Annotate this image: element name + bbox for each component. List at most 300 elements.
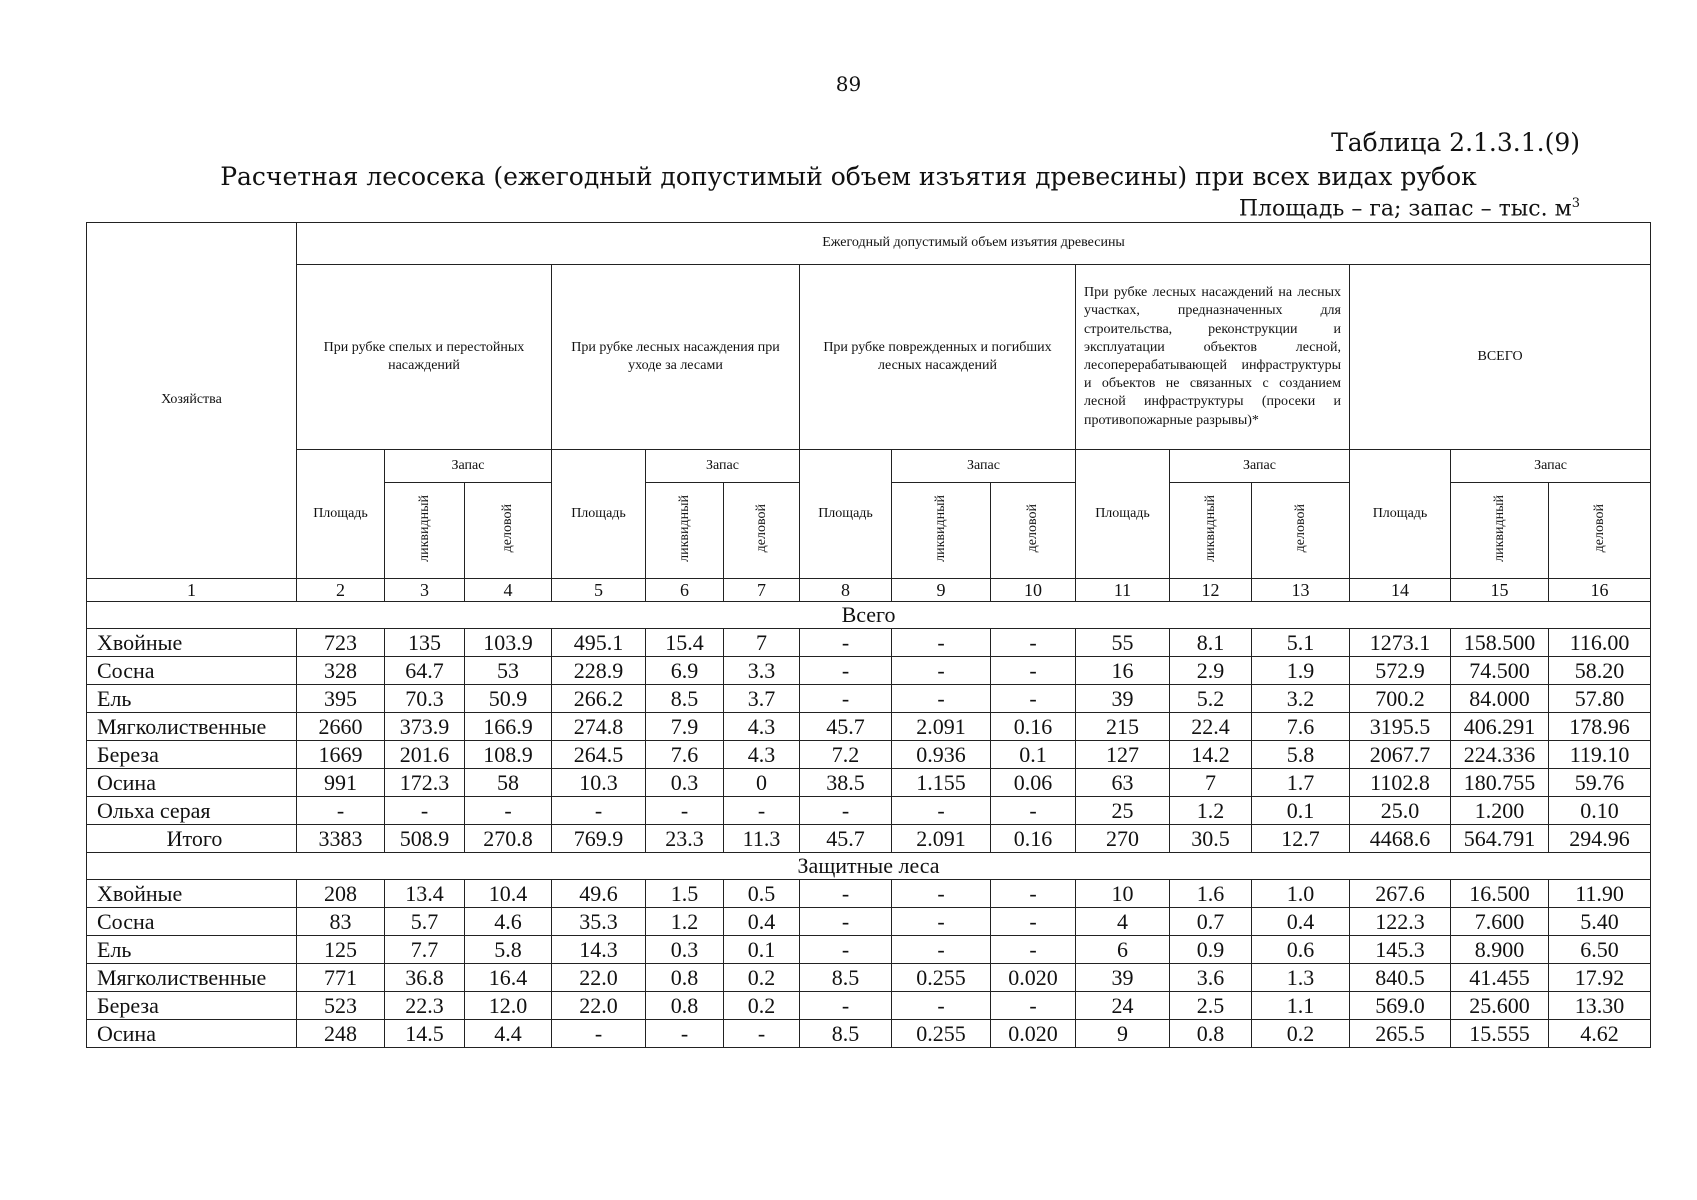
- table-cell: -: [800, 629, 892, 657]
- table-cell: 2.9: [1170, 657, 1252, 685]
- table-cell: 1.0: [1252, 880, 1350, 908]
- table-cell: 6.9: [646, 657, 724, 685]
- table-cell: 0.1: [724, 936, 800, 964]
- column-number: 13: [1252, 579, 1350, 602]
- table-cell: 0.06: [991, 769, 1076, 797]
- table-cell: 1.9: [1252, 657, 1350, 685]
- table-cell: 12.0: [465, 992, 552, 1020]
- table-cell: 39: [1076, 964, 1170, 992]
- table-cell: -: [297, 797, 385, 825]
- table-cell: 59.76: [1549, 769, 1651, 797]
- table-cell: 228.9: [552, 657, 646, 685]
- table-cell: -: [892, 657, 991, 685]
- table-cell: 564.791: [1451, 825, 1549, 853]
- table-cell: -: [892, 685, 991, 713]
- header-area: Площадь: [297, 450, 385, 579]
- table-cell: 0.2: [1252, 1020, 1350, 1048]
- table-cell: 3.6: [1170, 964, 1252, 992]
- species-name: Ель: [87, 685, 297, 713]
- table-cell: 35.3: [552, 908, 646, 936]
- header-area: Площадь: [1076, 450, 1170, 579]
- table-cell: 63: [1076, 769, 1170, 797]
- table-cell: 5.1: [1252, 629, 1350, 657]
- table-cell: -: [892, 908, 991, 936]
- header-business-cell: [1252, 483, 1350, 579]
- table-cell: -: [465, 797, 552, 825]
- header-business-cell: [1549, 483, 1651, 579]
- table-cell: 0.020: [991, 1020, 1076, 1048]
- table-cell: 3.2: [1252, 685, 1350, 713]
- table-cell: 0.9: [1170, 936, 1252, 964]
- table-cell: 215: [1076, 713, 1170, 741]
- column-number: 12: [1170, 579, 1252, 602]
- table-cell: 0.16: [991, 825, 1076, 853]
- table-cell: 22.0: [552, 964, 646, 992]
- header-liquid-cell: [385, 483, 465, 579]
- table-cell: 4.3: [724, 713, 800, 741]
- header-group-total: ВСЕГО: [1350, 265, 1651, 450]
- table-cell: 22.3: [385, 992, 465, 1020]
- table-cell: 22.0: [552, 992, 646, 1020]
- table-cell: 25.600: [1451, 992, 1549, 1020]
- section-title: Защитные леса: [87, 853, 1651, 880]
- table-cell: 7.600: [1451, 908, 1549, 936]
- table-cell: 201.6: [385, 741, 465, 769]
- column-number: 16: [1549, 579, 1651, 602]
- table-cell: 0.5: [724, 880, 800, 908]
- page-number: 89: [835, 72, 862, 96]
- table-cell: 0.255: [892, 964, 991, 992]
- table-cell: 1.5: [646, 880, 724, 908]
- table-cell: 248: [297, 1020, 385, 1048]
- header-liquid: ликвидный: [676, 494, 692, 562]
- species-name: Береза: [87, 992, 297, 1020]
- table-row: [87, 880, 1651, 908]
- table-cell: 0.1: [1252, 797, 1350, 825]
- table-cell: 127: [1076, 741, 1170, 769]
- species-name: Мягколиственные: [87, 713, 297, 741]
- table-cell: 0.2: [724, 964, 800, 992]
- table-cell: 8.5: [800, 1020, 892, 1048]
- table-cell: 6.50: [1549, 936, 1651, 964]
- header-business: деловой: [1292, 503, 1308, 553]
- table-cell: 395: [297, 685, 385, 713]
- table-cell: 572.9: [1350, 657, 1451, 685]
- table-cell: 14.3: [552, 936, 646, 964]
- table-cell: 30.5: [1170, 825, 1252, 853]
- header-group-thinning: При рубке лесных насаждения при уходе за лесами: [552, 265, 800, 450]
- table-cell: 135: [385, 629, 465, 657]
- table-row: [87, 685, 1651, 713]
- table-cell: 38.5: [800, 769, 892, 797]
- table-cell: 0.2: [724, 992, 800, 1020]
- table-cell: -: [552, 797, 646, 825]
- table-cell: 373.9: [385, 713, 465, 741]
- species-name: Осина: [87, 769, 297, 797]
- table-row: [87, 1020, 1651, 1048]
- table-cell: 145.3: [1350, 936, 1451, 964]
- species-name: Мягколиственные: [87, 964, 297, 992]
- table-cell: 50.9: [465, 685, 552, 713]
- table-row: [87, 741, 1651, 769]
- table-cell: 1.2: [1170, 797, 1252, 825]
- table-row: [87, 657, 1651, 685]
- table-cell: 12.7: [1252, 825, 1350, 853]
- species-name: Ель: [87, 936, 297, 964]
- header-stock: Запас: [892, 450, 1076, 483]
- total-row: [87, 825, 1651, 853]
- table-cell: 0.255: [892, 1020, 991, 1048]
- header-stock: Запас: [385, 450, 552, 483]
- table-row: [87, 629, 1651, 657]
- table-cell: 267.6: [1350, 880, 1451, 908]
- table-cell: 2660: [297, 713, 385, 741]
- table-cell: 25: [1076, 797, 1170, 825]
- species-name: Ольха серая: [87, 797, 297, 825]
- table-cell: 0.6: [1252, 936, 1350, 964]
- table-row: [87, 769, 1651, 797]
- table-cell: -: [646, 1020, 724, 1048]
- table-cell: 8.900: [1451, 936, 1549, 964]
- table-cell: 569.0: [1350, 992, 1451, 1020]
- table-cell: 270: [1076, 825, 1170, 853]
- table-cell: 17.92: [1549, 964, 1651, 992]
- column-number: 15: [1451, 579, 1549, 602]
- table-cell: 0.4: [1252, 908, 1350, 936]
- table-cell: 265.5: [1350, 1020, 1451, 1048]
- column-number: 1: [87, 579, 297, 602]
- table-cell: 10: [1076, 880, 1170, 908]
- table-cell: 74.500: [1451, 657, 1549, 685]
- table-cell: 328: [297, 657, 385, 685]
- table-cell: 16.500: [1451, 880, 1549, 908]
- table-cell: 16.4: [465, 964, 552, 992]
- table-cell: 508.9: [385, 825, 465, 853]
- header-group-infrastructure: При рубке лесных насаждений на лесных участках, предназначенных для строительства, реконструкции и эксплуатации объектов лесной, лесоперерабатывающей инфраструктуры и объектов не связанных с созданием лесной инфраструктуры (просеки и противопожарные разрывы)*: [1076, 265, 1350, 450]
- table-cell: 1.7: [1252, 769, 1350, 797]
- table-cell: 1.155: [892, 769, 991, 797]
- column-number: 9: [892, 579, 991, 602]
- table-cell: 0.3: [646, 769, 724, 797]
- table-cell: 771: [297, 964, 385, 992]
- table-cell: 15.555: [1451, 1020, 1549, 1048]
- species-name: Хвойные: [87, 629, 297, 657]
- table-cell: 769.9: [552, 825, 646, 853]
- table-cell: 83: [297, 908, 385, 936]
- table-row: [87, 713, 1651, 741]
- table-cell: 0.8: [646, 992, 724, 1020]
- table-cell: 5.7: [385, 908, 465, 936]
- table-cell: 41.455: [1451, 964, 1549, 992]
- table-cell: 2.5: [1170, 992, 1252, 1020]
- header-liquid: ликвидный: [416, 494, 432, 562]
- header-business: деловой: [500, 503, 515, 553]
- table-cell: 125: [297, 936, 385, 964]
- table-cell: -: [991, 908, 1076, 936]
- column-number: 7: [724, 579, 800, 602]
- species-name: Итого: [87, 825, 297, 853]
- column-number: 10: [991, 579, 1076, 602]
- table-cell: 4468.6: [1350, 825, 1451, 853]
- table-cell: 22.4: [1170, 713, 1252, 741]
- header-stock: Запас: [1451, 450, 1651, 483]
- table-cell: 39: [1076, 685, 1170, 713]
- header-business-cell: [724, 483, 800, 579]
- column-number: 4: [465, 579, 552, 602]
- table-cell: 495.1: [552, 629, 646, 657]
- table-cell: -: [991, 992, 1076, 1020]
- table-cell: 700.2: [1350, 685, 1451, 713]
- table-cell: -: [892, 936, 991, 964]
- header-area: Площадь: [1350, 450, 1451, 579]
- table-cell: 208: [297, 880, 385, 908]
- table-cell: 3383: [297, 825, 385, 853]
- table-cell: 1.6: [1170, 880, 1252, 908]
- table-cell: 178.96: [1549, 713, 1651, 741]
- table-cell: 264.5: [552, 741, 646, 769]
- table-cell: 8.1: [1170, 629, 1252, 657]
- table-cell: 7: [1170, 769, 1252, 797]
- units-superscript: 3: [1571, 196, 1580, 211]
- header-business-cell: [991, 483, 1076, 579]
- table-cell: -: [646, 797, 724, 825]
- table-cell: -: [991, 936, 1076, 964]
- table-cell: 294.96: [1549, 825, 1651, 853]
- table-cell: 0.10: [1549, 797, 1651, 825]
- table-cell: 84.000: [1451, 685, 1549, 713]
- table-cell: 0.8: [1170, 1020, 1252, 1048]
- table-cell: 57.80: [1549, 685, 1651, 713]
- table-cell: -: [800, 936, 892, 964]
- header-area: Площадь: [552, 450, 646, 579]
- table-row: [87, 964, 1651, 992]
- table-cell: 25.0: [1350, 797, 1451, 825]
- table-cell: 7.6: [646, 741, 724, 769]
- header-liquid-cell: [1451, 483, 1549, 579]
- table-cell: 23.3: [646, 825, 724, 853]
- table-cell: -: [800, 880, 892, 908]
- table-row: [87, 936, 1651, 964]
- table-cell: 5.40: [1549, 908, 1651, 936]
- table-cell: 55: [1076, 629, 1170, 657]
- table-cell: 11.90: [1549, 880, 1651, 908]
- table-cell: 24: [1076, 992, 1170, 1020]
- table-cell: 8.5: [800, 964, 892, 992]
- table-cell: 0.8: [646, 964, 724, 992]
- species-name: Сосна: [87, 657, 297, 685]
- table-cell: 7.2: [800, 741, 892, 769]
- table-cell: -: [800, 797, 892, 825]
- table-cell: 4: [1076, 908, 1170, 936]
- table-cell: 64.7: [385, 657, 465, 685]
- cutting-table: [86, 222, 1651, 1048]
- table-cell: 103.9: [465, 629, 552, 657]
- table-cell: 991: [297, 769, 385, 797]
- table-cell: 4.4: [465, 1020, 552, 1048]
- table-cell: -: [991, 797, 1076, 825]
- table-cell: 7: [724, 629, 800, 657]
- section-row: [87, 853, 1651, 880]
- column-number: 14: [1350, 579, 1451, 602]
- table-cell: -: [724, 1020, 800, 1048]
- column-number: 8: [800, 579, 892, 602]
- column-number: 2: [297, 579, 385, 602]
- table-cell: 270.8: [465, 825, 552, 853]
- table-cell: 7.6: [1252, 713, 1350, 741]
- table-cell: 36.8: [385, 964, 465, 992]
- table-cell: 2.091: [892, 713, 991, 741]
- header-business: деловой: [1591, 503, 1607, 553]
- table-cell: 14.2: [1170, 741, 1252, 769]
- header-stock: Запас: [1170, 450, 1350, 483]
- table-cell: -: [552, 1020, 646, 1048]
- table-cell: -: [892, 880, 991, 908]
- header-liquid-cell: [646, 483, 724, 579]
- table-cell: 172.3: [385, 769, 465, 797]
- table-cell: 1.200: [1451, 797, 1549, 825]
- table-cell: 116.00: [1549, 629, 1651, 657]
- table-cell: 4.3: [724, 741, 800, 769]
- table-cell: 1.3: [1252, 964, 1350, 992]
- species-name: Хвойные: [87, 880, 297, 908]
- table-cell: 1669: [297, 741, 385, 769]
- table-cell: 122.3: [1350, 908, 1451, 936]
- table-cell: 14.5: [385, 1020, 465, 1048]
- table-cell: 0.1: [991, 741, 1076, 769]
- header-stock: Запас: [646, 450, 800, 483]
- table-cell: 9: [1076, 1020, 1170, 1048]
- table-cell: 406.291: [1451, 713, 1549, 741]
- table-cell: 1.2: [646, 908, 724, 936]
- table-cell: 0.7: [1170, 908, 1252, 936]
- table-cell: 5.2: [1170, 685, 1252, 713]
- header-business: деловой: [1025, 503, 1040, 553]
- column-number: 3: [385, 579, 465, 602]
- table-cell: 4.62: [1549, 1020, 1651, 1048]
- species-name: Сосна: [87, 908, 297, 936]
- header-liquid: ликвидный: [933, 494, 948, 562]
- table-cell: 8.5: [646, 685, 724, 713]
- table-cell: -: [892, 629, 991, 657]
- header-liquid: ликвидный: [1491, 494, 1507, 562]
- table-cell: 7.9: [646, 713, 724, 741]
- table-cell: 5.8: [1252, 741, 1350, 769]
- header-group-mature: При рубке спелых и перестойных насаждений: [297, 265, 552, 450]
- table-cell: 70.3: [385, 685, 465, 713]
- table-cell: 224.336: [1451, 741, 1549, 769]
- table-cell: 0.020: [991, 964, 1076, 992]
- table-row: [87, 908, 1651, 936]
- table-cell: 180.755: [1451, 769, 1549, 797]
- table-cell: 5.8: [465, 936, 552, 964]
- table-cell: 10.3: [552, 769, 646, 797]
- table-cell: 6: [1076, 936, 1170, 964]
- table-cell: 166.9: [465, 713, 552, 741]
- table-cell: 3.7: [724, 685, 800, 713]
- table-cell: -: [385, 797, 465, 825]
- table-row: [87, 992, 1651, 1020]
- table-cell: 0: [724, 769, 800, 797]
- header-liquid-cell: [892, 483, 991, 579]
- table-cell: -: [724, 797, 800, 825]
- table-cell: 4.6: [465, 908, 552, 936]
- units-note: [1239, 196, 1580, 221]
- table-cell: -: [991, 629, 1076, 657]
- table-cell: 266.2: [552, 685, 646, 713]
- table-cell: 158.500: [1451, 629, 1549, 657]
- table-cell: -: [892, 797, 991, 825]
- table-caption: Расчетная лесосека (ежегодный допустимый объем изъятия древесины) при всех видах рубок: [220, 162, 1477, 191]
- section-title: Всего: [87, 602, 1651, 629]
- table-cell: 10.4: [465, 880, 552, 908]
- table-cell: 45.7: [800, 713, 892, 741]
- table-cell: 840.5: [1350, 964, 1451, 992]
- table-cell: -: [892, 992, 991, 1020]
- table-cell: -: [800, 657, 892, 685]
- section-row: [87, 602, 1651, 629]
- header-area: Площадь: [800, 450, 892, 579]
- table-cell: 45.7: [800, 825, 892, 853]
- table-cell: -: [800, 685, 892, 713]
- table-cell: 108.9: [465, 741, 552, 769]
- column-number: 6: [646, 579, 724, 602]
- table-cell: 2067.7: [1350, 741, 1451, 769]
- table-cell: -: [991, 685, 1076, 713]
- table-cell: 58.20: [1549, 657, 1651, 685]
- table-cell: 49.6: [552, 880, 646, 908]
- species-name: Осина: [87, 1020, 297, 1048]
- table-cell: 58: [465, 769, 552, 797]
- table-cell: 523: [297, 992, 385, 1020]
- table-cell: 274.8: [552, 713, 646, 741]
- table-cell: 11.3: [724, 825, 800, 853]
- table-cell: 13.30: [1549, 992, 1651, 1020]
- table-cell: 53: [465, 657, 552, 685]
- table-cell: 3195.5: [1350, 713, 1451, 741]
- table-cell: 1.1: [1252, 992, 1350, 1020]
- table-number: Таблица 2.1.3.1.(9): [1331, 128, 1580, 157]
- table-cell: 7.7: [385, 936, 465, 964]
- table-cell: 0.3: [646, 936, 724, 964]
- table-cell: -: [991, 657, 1076, 685]
- table-cell: 16: [1076, 657, 1170, 685]
- column-number: 5: [552, 579, 646, 602]
- table-cell: 3.3: [724, 657, 800, 685]
- header-annual-volume: Ежегодный допустимый объем изъятия древесины: [297, 223, 1651, 265]
- header-group-damaged: При рубке поврежденных и погибших лесных насаждений: [800, 265, 1076, 450]
- units-text: Площадь – га; запас – тыс. м: [1238, 196, 1572, 222]
- table-cell: -: [800, 908, 892, 936]
- table-cell: 2.091: [892, 825, 991, 853]
- table-cell: -: [991, 880, 1076, 908]
- table-cell: 723: [297, 629, 385, 657]
- species-name: Береза: [87, 741, 297, 769]
- table-cell: 1273.1: [1350, 629, 1451, 657]
- header-business-cell: [465, 483, 552, 579]
- table-cell: -: [800, 992, 892, 1020]
- table-cell: 13.4: [385, 880, 465, 908]
- table-cell: 0.936: [892, 741, 991, 769]
- header-farms: Хозяйства: [87, 223, 297, 579]
- header-liquid: ликвидный: [1202, 494, 1218, 562]
- header-business: деловой: [753, 503, 769, 553]
- table-cell: 0.4: [724, 908, 800, 936]
- table-cell: 1102.8: [1350, 769, 1451, 797]
- column-number: 11: [1076, 579, 1170, 602]
- table-cell: 15.4: [646, 629, 724, 657]
- header-liquid-cell: [1170, 483, 1252, 579]
- table-cell: 119.10: [1549, 741, 1651, 769]
